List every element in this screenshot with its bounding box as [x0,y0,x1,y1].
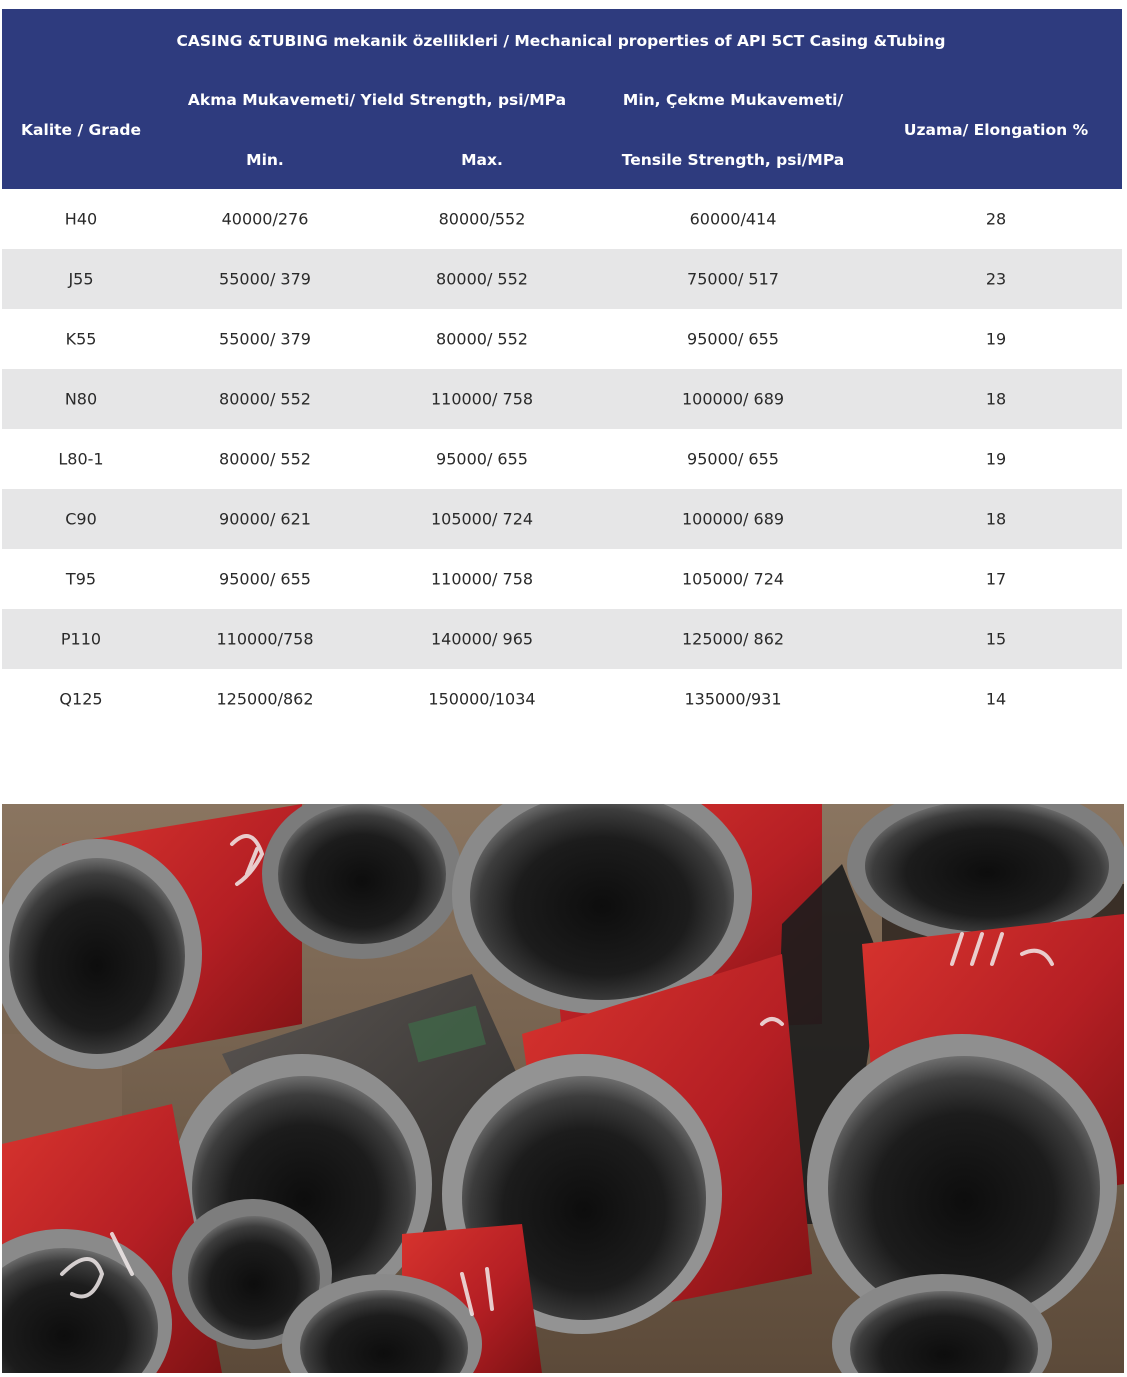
cell-grade: K55 [65,329,97,349]
cell-yield-max: 110000/ 758 [430,389,534,409]
cell-grade: J55 [68,269,94,289]
cell-elongation: 19 [985,449,1007,469]
header-tensile-line1: Min, Çekme Mukavemeti/ [622,91,844,109]
cell-grade: N80 [64,389,98,409]
header-yield-max: Max. [461,151,503,169]
cell-yield-max: 95000/ 655 [436,449,528,469]
cell-elongation: 19 [985,329,1007,349]
cell-tensile: 105000/ 724 [681,569,785,589]
cell-grade: L80-1 [58,449,104,469]
cell-tensile: 95000/ 655 [687,449,779,469]
cell-tensile: 100000/ 689 [681,389,785,409]
table-row [2,489,1122,549]
cell-elongation: 15 [985,629,1007,649]
cell-tensile: 75000/ 517 [687,269,779,289]
header-yield-strength: Akma Mukavemeti/ Yield Strength, psi/MPa [187,91,567,109]
cell-yield-max: 80000/ 552 [436,269,528,289]
cell-grade: T95 [65,569,97,589]
cell-yield-min: 110000/758 [216,629,314,649]
cell-tensile: 60000/414 [689,209,777,229]
table-row [2,549,1122,609]
cell-elongation: 18 [985,509,1007,529]
cell-grade: Q125 [59,689,103,709]
cell-tensile: 100000/ 689 [681,509,785,529]
cell-yield-max: 80000/ 552 [436,329,528,349]
cell-yield-min: 95000/ 655 [219,569,311,589]
cell-tensile: 125000/ 862 [681,629,785,649]
cell-yield-min: 55000/ 379 [219,269,311,289]
header-yield-min: Min. [246,151,284,169]
cell-grade: C90 [65,509,97,529]
table-row [2,609,1122,669]
header-tensile-line2: Tensile Strength, psi/MPa [621,151,845,169]
table-header [2,9,1122,189]
cell-tensile: 95000/ 655 [687,329,779,349]
cell-yield-max: 80000/552 [438,209,526,229]
cell-grade: H40 [64,209,98,229]
cell-yield-min: 125000/862 [216,689,314,709]
table-row [2,369,1122,429]
table-row [2,429,1122,489]
header-grade: Kalite / Grade [21,121,141,139]
mechanical-properties-table [2,9,1122,729]
cell-elongation: 28 [985,209,1007,229]
cell-yield-min: 90000/ 621 [219,509,311,529]
cell-grade: P110 [60,629,102,649]
cell-yield-max: 140000/ 965 [430,629,534,649]
cell-yield-min: 80000/ 552 [219,389,311,409]
table-title: CASING &TUBING mekanik özellikleri / Mechanical properties of API 5CT Casing &Tubing [176,32,946,50]
cell-yield-min: 40000/276 [221,209,309,229]
cell-tensile: 135000/931 [684,689,782,709]
cell-elongation: 23 [985,269,1007,289]
cell-elongation: 17 [985,569,1007,589]
cell-elongation: 18 [985,389,1007,409]
pipes-photo [2,804,1124,1373]
cell-yield-max: 105000/ 724 [430,509,534,529]
cell-yield-min: 80000/ 552 [219,449,311,469]
cell-elongation: 14 [985,689,1007,709]
table-row [2,309,1122,369]
header-elongation: Uzama/ Elongation % [903,121,1089,139]
pipe-stack-illustration [2,804,1124,1373]
cell-yield-max: 150000/1034 [428,689,536,709]
cell-yield-min: 55000/ 379 [219,329,311,349]
cell-yield-max: 110000/ 758 [430,569,534,589]
table-row [2,249,1122,309]
table-row [2,189,1122,249]
table-row [2,669,1122,729]
